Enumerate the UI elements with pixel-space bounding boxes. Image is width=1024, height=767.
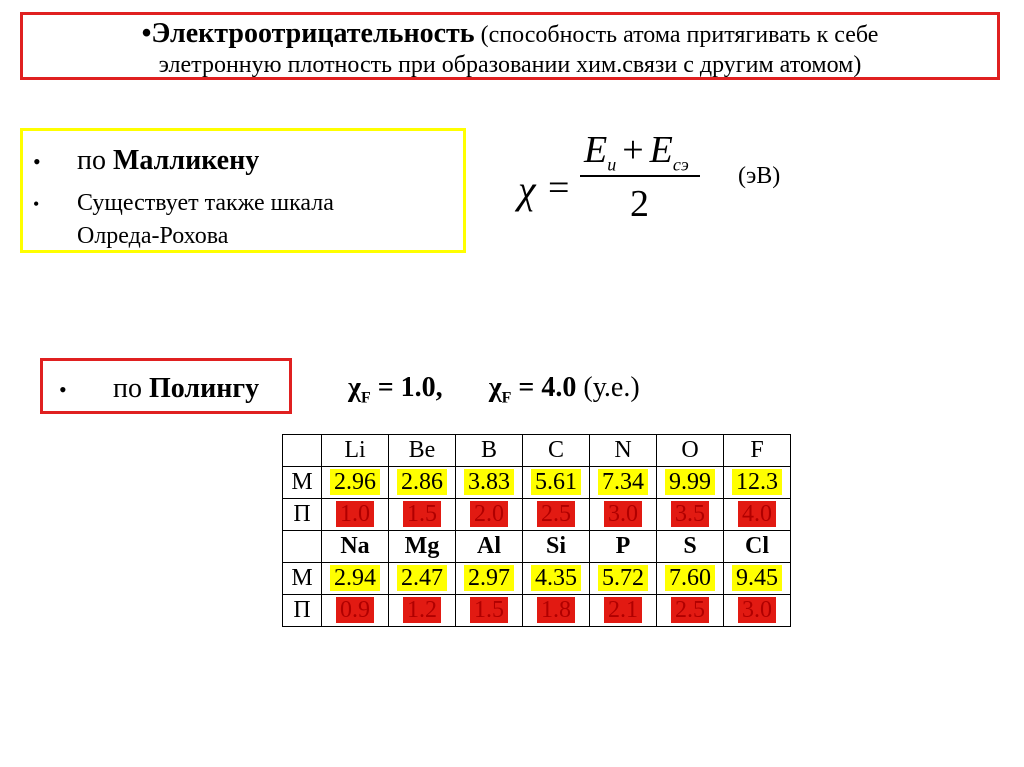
table-cell bbox=[657, 467, 724, 499]
chi-sub-1: F bbox=[360, 389, 371, 407]
formula-chi: χ bbox=[518, 167, 536, 212]
formula-e2-sub: сэ bbox=[672, 154, 689, 175]
table-cell bbox=[456, 595, 523, 627]
mulliken-box bbox=[20, 128, 466, 253]
table-cell bbox=[657, 595, 724, 627]
row-label bbox=[283, 531, 322, 563]
pauling-value: 2.0 bbox=[470, 501, 508, 527]
table-cell bbox=[590, 595, 657, 627]
formula-e1: E bbox=[584, 129, 608, 171]
row-label bbox=[283, 435, 322, 467]
table-cell bbox=[523, 563, 590, 595]
mulliken-value: 2.86 bbox=[397, 469, 447, 495]
table-cell bbox=[657, 435, 724, 467]
formula-plus: + bbox=[622, 129, 644, 171]
element-symbol: Cl bbox=[745, 533, 769, 559]
pauling-value: 2.1 bbox=[604, 597, 642, 623]
chi-symbol-1: χ bbox=[348, 372, 361, 403]
table-cell bbox=[456, 467, 523, 499]
element-symbol: C bbox=[547, 437, 564, 463]
table-cell bbox=[389, 467, 456, 499]
pauling-bullet bbox=[43, 373, 259, 405]
table-cell bbox=[724, 435, 791, 467]
title-definition-part2: элетронную плотность при образовании хим.связи с другим атомом) bbox=[158, 52, 862, 78]
pauling-value: 0.9 bbox=[336, 597, 374, 623]
bullet-dot-icon: • bbox=[33, 149, 41, 174]
element-row-period2 bbox=[283, 435, 791, 467]
mulliken-prefix: по bbox=[77, 145, 113, 176]
mulliken-row-period3 bbox=[283, 563, 791, 595]
formula-unit: (эВ) bbox=[738, 163, 781, 189]
table-cell bbox=[389, 563, 456, 595]
table-cell bbox=[724, 563, 791, 595]
mulliken-value: 9.99 bbox=[665, 469, 715, 495]
table-cell bbox=[657, 499, 724, 531]
table-cell bbox=[389, 435, 456, 467]
pauling-value: 3.5 bbox=[671, 501, 709, 527]
table-cell bbox=[456, 563, 523, 595]
mulliken-value: 5.72 bbox=[598, 565, 648, 591]
table-cell bbox=[590, 499, 657, 531]
table-cell bbox=[523, 435, 590, 467]
table-cell bbox=[724, 499, 791, 531]
title-definition-part1: (способность атома притягивать к себе bbox=[474, 22, 879, 48]
element-symbol: Na bbox=[340, 533, 370, 559]
element-symbol: Si bbox=[545, 533, 566, 559]
element-symbol: F bbox=[750, 437, 764, 463]
pauling-name: Полингу bbox=[148, 373, 260, 404]
table-cell bbox=[523, 467, 590, 499]
pauling-value: 1.5 bbox=[403, 501, 441, 527]
element-symbol: Li bbox=[344, 437, 366, 463]
formula-equals: = bbox=[548, 167, 570, 209]
fraction-bar bbox=[580, 175, 700, 177]
mulliken-bullet bbox=[23, 145, 259, 177]
element-symbol: O bbox=[681, 437, 699, 463]
chi-value-1: = 1.0, bbox=[370, 372, 443, 403]
chi-sub-2: F bbox=[501, 389, 512, 407]
mulliken-value: 7.34 bbox=[598, 469, 648, 495]
table-cell bbox=[590, 531, 657, 563]
table-cell bbox=[590, 435, 657, 467]
table-cell bbox=[590, 467, 657, 499]
mulliken-value: 3.83 bbox=[464, 469, 514, 495]
table-cell bbox=[322, 531, 389, 563]
table-cell bbox=[322, 435, 389, 467]
table-cell bbox=[456, 531, 523, 563]
table-cell bbox=[724, 531, 791, 563]
pauling-reference-values bbox=[348, 372, 640, 408]
pauling-value: 4.0 bbox=[738, 501, 776, 527]
mulliken-name: Малликену bbox=[112, 145, 260, 176]
bullet-dot-icon: • bbox=[33, 194, 40, 214]
mulliken-value: 4.35 bbox=[531, 565, 581, 591]
pauling-value: 3.0 bbox=[604, 501, 642, 527]
mulliken-value: 7.60 bbox=[665, 565, 715, 591]
mulliken-value: 2.97 bbox=[464, 565, 514, 591]
table-cell bbox=[322, 499, 389, 531]
row-label: П bbox=[283, 595, 322, 627]
title-term: •Электроотрицательность bbox=[141, 18, 475, 49]
pauling-unit: (у.е.) bbox=[576, 372, 640, 403]
title-box bbox=[20, 12, 1000, 80]
row-label: П bbox=[283, 499, 322, 531]
table-cell bbox=[389, 531, 456, 563]
formula-e2: E bbox=[649, 129, 673, 171]
row-label: М bbox=[283, 563, 322, 595]
table-cell bbox=[724, 595, 791, 627]
table-cell bbox=[523, 499, 590, 531]
formula-numerator bbox=[584, 128, 689, 176]
element-symbol: S bbox=[683, 533, 697, 559]
row-label: М bbox=[283, 467, 322, 499]
chi-symbol-2: χ bbox=[488, 372, 502, 403]
pauling-value: 1.0 bbox=[336, 501, 374, 527]
mulliken-value: 12.3 bbox=[732, 469, 782, 495]
table-cell bbox=[389, 499, 456, 531]
mulliken-value: 9.45 bbox=[732, 565, 782, 591]
pauling-prefix: по bbox=[113, 373, 149, 404]
table-cell bbox=[322, 563, 389, 595]
pauling-box bbox=[40, 358, 292, 414]
table-cell bbox=[657, 531, 724, 563]
pauling-row-period2 bbox=[283, 499, 791, 531]
element-symbol: Al bbox=[477, 533, 501, 559]
pauling-value: 1.8 bbox=[537, 597, 575, 623]
mulliken-value: 2.94 bbox=[330, 565, 380, 591]
formula-e1-sub: и bbox=[607, 154, 617, 175]
pauling-value: 1.5 bbox=[470, 597, 508, 623]
table-cell bbox=[456, 435, 523, 467]
table-cell bbox=[724, 467, 791, 499]
mulliken-value: 2.47 bbox=[397, 565, 447, 591]
allred-line-2: Олреда-Рохова bbox=[77, 223, 229, 249]
element-symbol: N bbox=[614, 437, 632, 463]
pauling-value: 1.2 bbox=[403, 597, 441, 623]
element-symbol: P bbox=[615, 533, 631, 559]
allred-rochow-bullet bbox=[23, 187, 334, 253]
table-cell bbox=[523, 531, 590, 563]
element-symbol: Be bbox=[408, 437, 436, 463]
table-cell bbox=[523, 595, 590, 627]
pauling-value: 2.5 bbox=[671, 597, 709, 623]
table-cell bbox=[590, 563, 657, 595]
table-cell bbox=[322, 595, 389, 627]
formula-denominator: 2 bbox=[630, 183, 649, 225]
allred-line-1: Существует также шкала bbox=[77, 190, 334, 216]
element-row-period3 bbox=[283, 531, 791, 563]
electronegativity-table bbox=[282, 434, 791, 627]
mulliken-value: 5.61 bbox=[531, 469, 581, 495]
bullet-dot-icon: • bbox=[59, 377, 67, 402]
pauling-value: 3.0 bbox=[738, 597, 776, 623]
table-cell bbox=[657, 563, 724, 595]
pauling-row-period3 bbox=[283, 595, 791, 627]
table-cell bbox=[456, 499, 523, 531]
table-cell bbox=[389, 595, 456, 627]
title-line-1 bbox=[23, 19, 997, 50]
element-symbol: Mg bbox=[404, 533, 440, 559]
chi-value-2: = 4.0 bbox=[511, 372, 577, 403]
mulliken-row-period2 bbox=[283, 467, 791, 499]
mulliken-value: 2.96 bbox=[330, 469, 380, 495]
element-symbol: B bbox=[480, 437, 497, 463]
table-cell bbox=[322, 467, 389, 499]
pauling-value: 2.5 bbox=[537, 501, 575, 527]
